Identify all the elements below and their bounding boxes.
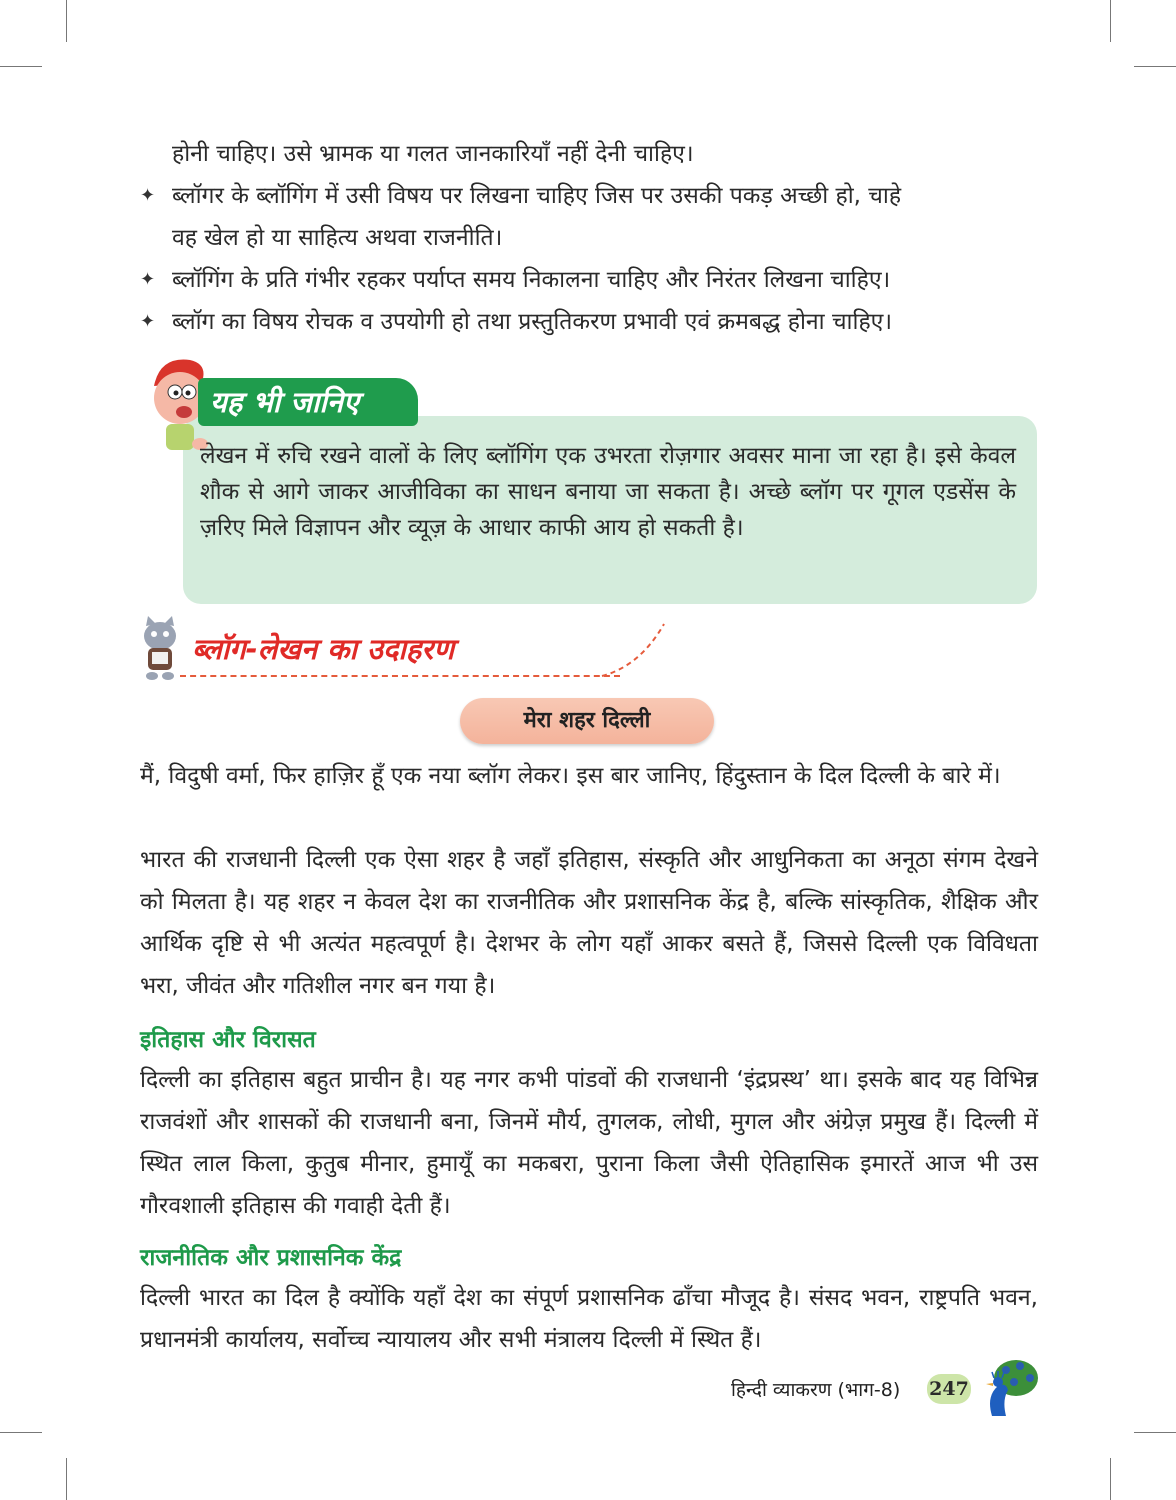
cat-mascot-icon <box>132 616 188 682</box>
bullet-text: वह खेल हो या साहित्य अथवा राजनीति। <box>172 225 503 251</box>
paragraph: दिल्ली का इतिहास बहुत प्राचीन है। यह नगर कभी पांडवों की राजधानी ‘इंद्रप्रस्थ’ था। इसके बाद यह विभिन्न राजवंशों और शासकों की राजधानी बना, जिनमें मौर्य, तुगलक, लोधी, मुगल और अंग्रेज़ प्रमुख हैं। दिल्ली में स्थित लाल किला, कुतुब मीनार, हुमायूँ का मकबरा, पुराना किला जैसी ऐतिहासिक इमारतें आज भी उस गौरवशाली इतिहास की गवाही देती हैं। <box>140 1067 1038 1219</box>
know-box-text: लेखन में रुचि रखने वालों के लिए ब्लॉगिंग एक उभरता रोज़गार अवसर माना जा रहा है। इसे केवल शौक से आगे जाकर आजीविका का साधन बनाया जा सकता है। अच्छे ब्लॉग पर गूगल एडसेंस के ज़रिए मिले विज्ञापन और व्यूज़ के आधार काफी आय हो सकती है। <box>200 443 1016 541</box>
example-heading: ब्लॉग-लेखन का उदाहरण <box>192 632 455 666</box>
bullet-item <box>140 259 1040 301</box>
heading-dotted-line <box>180 675 620 677</box>
page-number: 247 <box>927 1374 971 1404</box>
bullet-star-icon: ✦ <box>140 269 156 290</box>
bullet-star-icon: ✦ <box>140 185 156 206</box>
bullet-list <box>140 175 1040 343</box>
paragraph: दिल्ली भारत का दिल है क्योंकि यहाँ देश का संपूर्ण प्रशासनिक ढाँचा मौजूद है। संसद भवन, राष्ट्रपति भवन, प्रधानमंत्री कार्यालय, सर्वोच्च न्यायालय और सभी मंत्रालय दिल्ली में स्थित हैं। <box>140 1285 1038 1353</box>
know-box-title: यह भी जानिए <box>198 378 418 426</box>
blog-title-pill: मेरा शहर दिल्ली <box>460 698 714 744</box>
crop-mark <box>66 1458 67 1500</box>
section-heading: राजनीतिक और प्रशासनिक केंद्र <box>140 1245 402 1271</box>
crop-mark <box>1134 1432 1176 1433</box>
bullet-star-icon: ✦ <box>140 311 156 332</box>
crop-mark <box>1110 0 1111 42</box>
crop-mark <box>1110 1458 1111 1500</box>
heading-dotted-curve <box>600 620 670 680</box>
book-title: हिन्दी व्याकरण (भाग-8) <box>731 1379 901 1401</box>
crop-mark <box>0 66 42 67</box>
intro-paragraph: मैं, विदुषी वर्मा, फिर हाज़िर हूँ एक नया ब्लॉग लेकर। इस बार जानिए, हिंदुस्तान के दिल दिल्ली के बारे में। <box>140 763 1001 789</box>
section-heading: इतिहास और विरासत <box>140 1027 316 1053</box>
crop-mark <box>0 1432 42 1433</box>
paragraph: भारत की राजधानी दिल्ली एक ऐसा शहर है जहाँ इतिहास, संस्कृति और आधुनिकता का अनूठा संगम देखने को मिलता है। यह शहर न केवल देश का राजनीतिक और प्रशासनिक केंद्र है, बल्कि सांस्कृतिक, शैक्षिक और आर्थिक दृष्टि से भी अत्यंत महत्वपूर्ण है। देशभर के लोग यहाँ आकर बसते हैं, जिससे दिल्ली एक विविधता भरा, जीवंत और गतिशील नगर बन गया है। <box>140 847 1038 999</box>
bullet-text: ब्लॉगिंग के प्रति गंभीर रहकर पर्याप्त समय निकालना चाहिए और निरंतर लिखना चाहिए। <box>172 267 891 293</box>
bullet-text: ब्लॉगर के ब्लॉगिंग में उसी विषय पर लिखना चाहिए जिस पर उसकी पकड़ अच्छी हो, चाहे <box>172 183 902 209</box>
bullet-text: ब्लॉग का विषय रोचक व उपयोगी हो तथा प्रस्तुतिकरण प्रभावी एवं क्रमबद्ध होना चाहिए। <box>172 309 893 335</box>
bullet-item <box>140 301 1040 343</box>
continuation-text: होनी चाहिए। उसे भ्रामक या गलत जानकारियाँ नहीं देनी चाहिए। <box>172 141 694 167</box>
peacock-icon <box>976 1356 1042 1418</box>
crop-mark <box>1134 66 1176 67</box>
crop-mark <box>66 0 67 42</box>
bullet-item <box>140 175 1040 259</box>
